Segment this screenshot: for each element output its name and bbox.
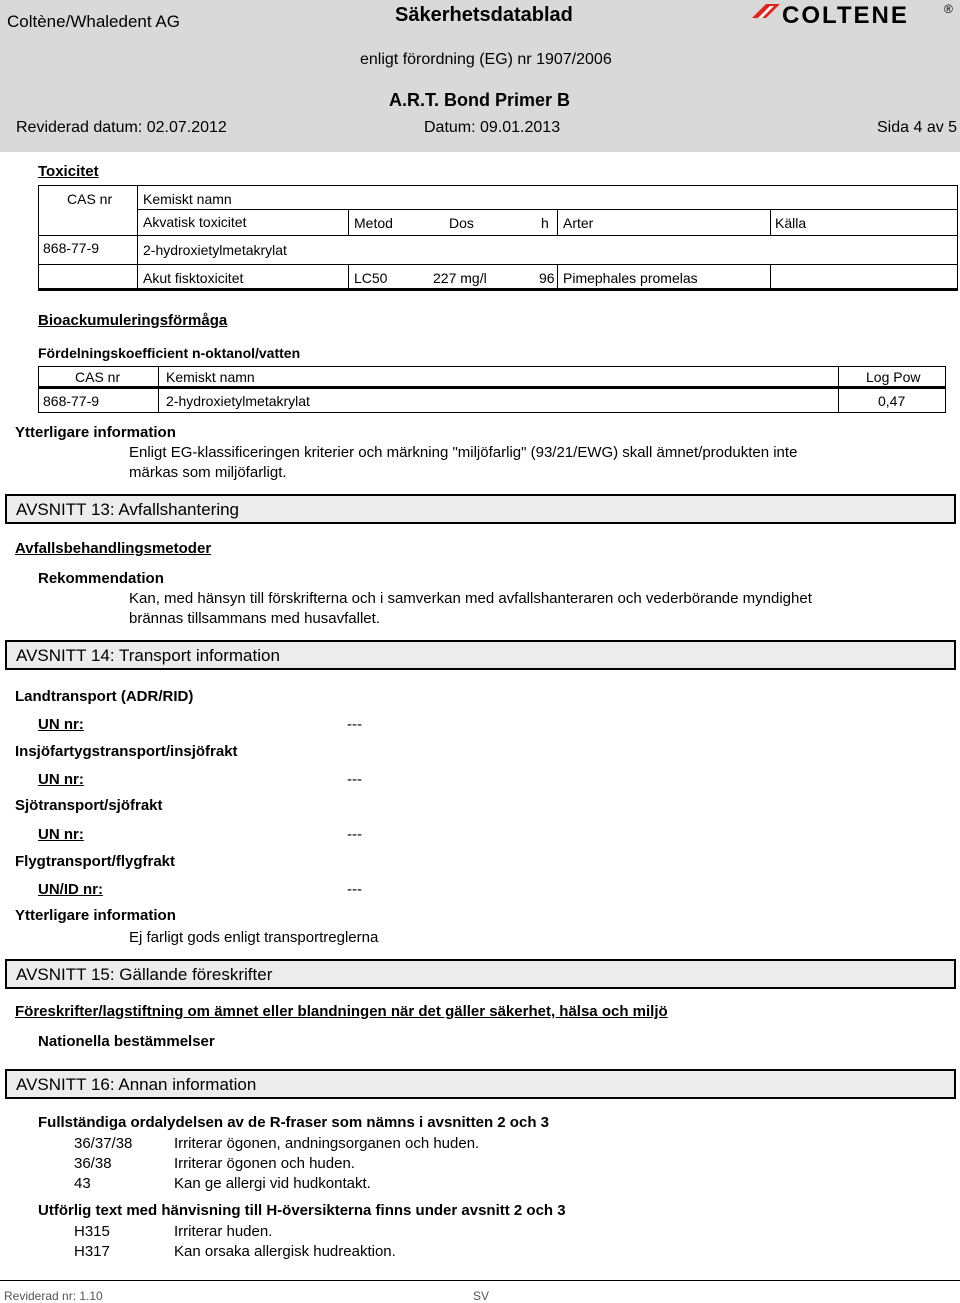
inland-transport-heading: Insjöfartygstransport/insjöfrakt [15, 743, 238, 760]
section-14-title: AVSNITT 14: Transport information [16, 646, 280, 665]
logpow-row-cas: 868-77-9 [43, 393, 100, 409]
section-15-header [5, 959, 956, 989]
further-info-line-1: Enligt EG-klassificeringen kriterier och märkning "miljöfarlig" (93/21/EWG) skall ämnet/produkten inte [129, 444, 798, 461]
logpow-row-name: 2-hydroxietylmetakrylat [166, 393, 310, 409]
recommendation-label: Rekommendation [38, 570, 164, 587]
r-phrase-text: Irriterar ögonen, andningsorganen och huden. [174, 1135, 480, 1152]
further-info-label: Ytterligare information [15, 424, 176, 441]
h-phrase-code: H317 [74, 1243, 110, 1260]
regulation-text: enligt förordning (EG) nr 1907/2006 [360, 51, 612, 68]
footer-revision: Reviderad nr: 1.10 [4, 1289, 103, 1303]
toxicity-row-h: 96 [539, 270, 555, 286]
logpow-col-name: Kemiskt namn [166, 369, 255, 385]
footer-rule [0, 1280, 960, 1281]
toxicity-col-method: Metod [354, 215, 393, 231]
land-un-label: UN nr: [38, 716, 84, 733]
h-phrase-text: Kan orsaka allergisk hudreaktion. [174, 1243, 396, 1260]
inland-un-label: UN nr: [38, 771, 84, 788]
issue-date: Datum: 09.01.2013 [424, 119, 561, 136]
toxicity-col-h: h [541, 215, 549, 231]
toxicity-row-name: 2-hydroxietylmetakrylat [143, 242, 287, 258]
regulations-heading: Föreskrifter/lagstiftning om ämnet eller blandningen när det gäller säkerhet, hälsa och miljö [15, 1003, 668, 1020]
r-phrases-heading: Fullständiga ordalydelsen av de R-fraser som nämns i avsnitten 2 och 3 [38, 1114, 549, 1131]
toxicity-col-dose: Dos [449, 215, 474, 231]
section-16-header [5, 1069, 956, 1099]
inland-un-value: --- [347, 771, 362, 788]
toxicity-row-aquatic: Akut fisktoxicitet [143, 270, 244, 286]
bioaccumulation-heading: Bioackumuleringsförmåga [38, 312, 228, 329]
page-number: Sida 4 av 5 [877, 119, 958, 136]
land-transport-heading: Landtransport (ADR/RID) [15, 688, 194, 705]
toxicity-row-cas: 868-77-9 [43, 240, 100, 256]
transport-further-info-text: Ej farligt gods enligt transportreglerna [129, 929, 379, 946]
footer-language: SV [473, 1289, 490, 1303]
national-regulations-label: Nationella bestämmelser [38, 1033, 215, 1050]
toxicity-heading: Toxicitet [38, 163, 99, 180]
toxicity-col-species: Arter [563, 215, 594, 231]
h-phrase-code: H315 [74, 1223, 110, 1240]
brand-name: COLTENE [782, 2, 909, 29]
toxicity-row-method: LC50 [354, 270, 388, 286]
h-phrase-text: Irriterar huden. [174, 1223, 273, 1240]
r-phrase-code: 36/37/38 [74, 1135, 133, 1152]
recommendation-line-2: brännas tillsammans med husavfallet. [129, 610, 380, 627]
r-phrase-text: Irriterar ögonen och huden. [174, 1155, 355, 1172]
h-phrases-heading: Utförlig text med hänvisning till H-översikterna finns under avsnitt 2 och 3 [38, 1202, 566, 1219]
recommendation-line-1: Kan, med hänsyn till förskrifterna och i samverkan med avfallshanteraren och vederbörande myndighet [129, 590, 812, 607]
toxicity-row-species: Pimephales promelas [563, 270, 698, 286]
brand-registered-mark: ® [944, 2, 953, 16]
sea-un-value: --- [347, 826, 362, 843]
section-13-header [5, 494, 956, 524]
company-name: Coltène/Whaledent AG [7, 12, 180, 31]
r-phrase-code: 36/38 [74, 1155, 112, 1172]
r-phrase-code: 43 [74, 1175, 91, 1192]
section-14-header [5, 640, 956, 670]
section-15-title: AVSNITT 15: Gällande föreskrifter [16, 965, 273, 984]
r-phrase-text: Kan ge allergi vid hudkontakt. [174, 1175, 371, 1192]
section-16-title: AVSNITT 16: Annan information [16, 1075, 257, 1094]
transport-further-info-label: Ytterligare information [15, 907, 176, 924]
document-title: Säkerhetsdatablad [395, 4, 573, 26]
logpow-row-value: 0,47 [878, 393, 906, 409]
sea-un-label: UN nr: [38, 826, 84, 843]
air-transport-heading: Flygtransport/flygfrakt [15, 853, 176, 870]
partition-coefficient-heading: Fördelningskoefficient n-oktanol/vatten [38, 345, 301, 361]
toxicity-row-dose: 227 mg/l [433, 270, 487, 286]
section-13-title: AVSNITT 13: Avfallshantering [16, 500, 240, 519]
revision-date: Reviderad datum: 02.07.2012 [16, 119, 227, 136]
air-unid-label: UN/ID nr: [38, 881, 103, 898]
product-name: A.R.T. Bond Primer B [389, 90, 571, 110]
logpow-col-cas: CAS nr [75, 369, 121, 385]
logpow-col-value: Log Pow [866, 369, 921, 385]
waste-methods-heading: Avfallsbehandlingsmetoder [15, 540, 212, 557]
brand-logo-icon [752, 4, 782, 30]
land-un-value: --- [347, 716, 362, 733]
further-info-line-2: märkas som miljöfarligt. [129, 464, 287, 481]
toxicity-col-cas: CAS nr [67, 191, 113, 207]
toxicity-col-source: Källa [775, 215, 807, 231]
air-unid-value: --- [347, 881, 362, 898]
sea-transport-heading: Sjötransport/sjöfrakt [15, 797, 163, 814]
toxicity-col-name: Kemiskt namn [143, 191, 232, 207]
toxicity-col-aquatic: Akvatisk toxicitet [143, 214, 247, 230]
